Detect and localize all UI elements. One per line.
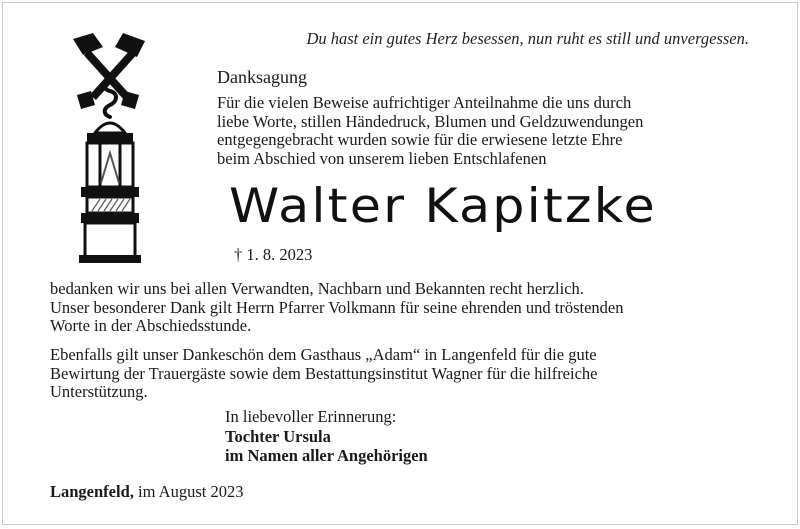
place-town: Langenfeld, bbox=[50, 482, 134, 501]
place-date: im August 2023 bbox=[133, 482, 244, 501]
thanks-paragraph-1: bedanken wir uns bei allen Verwandten, Nachbarn und Bekannten recht herzlich. Unser besonderer Dank gilt Herrn Pfarrer Volkmann für seine ehrenden und tröstenden Worte in der Abschiedsstunde. bbox=[50, 279, 624, 335]
obituary-notice bbox=[2, 2, 798, 525]
heading: Danksagung bbox=[217, 67, 307, 87]
signature-family: im Namen aller Angehörigen bbox=[225, 446, 428, 465]
intro-text: Für die vielen Beweise aufrichtiger Anteilnahme die uns durch liebe Worte, stillen Händedruck, Blumen und Geldzuwendungen entgegengebracht wurden sowie für die erwiesene letzte Ehre beim Abschied von unserem lieben Entschlafenen bbox=[217, 93, 644, 168]
deceased-name: Walter Kapitzke bbox=[229, 179, 657, 234]
death-date: † 1. 8. 2023 bbox=[234, 245, 313, 264]
signature-intro: In liebevoller Erinnerung: bbox=[225, 407, 397, 426]
signature-name: Tochter Ursula bbox=[225, 426, 331, 446]
miner-hammer-and-lamp-icon bbox=[65, 33, 155, 265]
place-and-date bbox=[50, 482, 243, 502]
motto: Du hast ein gutes Herz besessen, nun ruht es still und unvergessen. bbox=[306, 29, 749, 48]
signature bbox=[225, 407, 428, 466]
thanks-paragraph-2: Ebenfalls gilt unser Dankeschön dem Gasthaus „Adam“ in Langenfeld für die gute Bewirtung der Trauergäste sowie dem Bestattungsinstitut Wagner für die hilfreiche Unterstützung. bbox=[50, 345, 598, 401]
